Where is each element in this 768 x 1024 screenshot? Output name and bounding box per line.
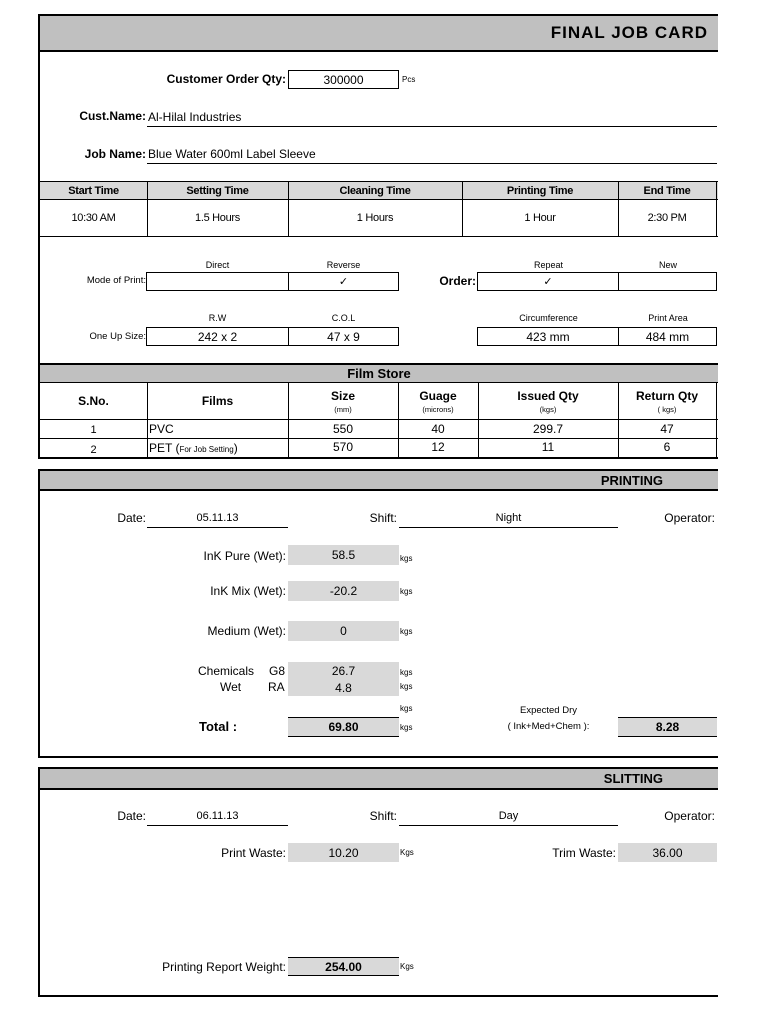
print-area-field[interactable] xyxy=(618,327,717,346)
start-time-value[interactable]: 10:30 AM xyxy=(71,212,116,224)
g8-field[interactable] xyxy=(288,662,399,679)
chemicals-label: Chemicals xyxy=(198,664,255,678)
ink-mix-value: -20.2 xyxy=(329,584,358,598)
cleaning-time-value[interactable]: 1 Hours xyxy=(356,212,394,224)
film-store-table xyxy=(40,383,718,459)
medium-label: Medium (Wet): xyxy=(207,624,286,638)
printing-time-value[interactable]: 1 Hour xyxy=(524,212,556,224)
job-card-header xyxy=(40,16,718,52)
new-label: New xyxy=(658,260,677,270)
circumference-field[interactable] xyxy=(477,327,619,346)
order-qty-value: 300000 xyxy=(323,72,364,87)
start-time-header: Start Time xyxy=(68,184,119,197)
col-label: C.O.L xyxy=(331,313,356,323)
ra-value: 4.8 xyxy=(335,680,352,695)
trim-waste-label: Trim Waste: xyxy=(552,846,616,860)
direct-label: Direct xyxy=(205,260,230,270)
setting-time-header: Setting Time xyxy=(186,184,249,197)
printing-title: PRINTING xyxy=(600,473,663,488)
table-row-1-guage[interactable]: 40 xyxy=(431,421,445,436)
order-label: Order: xyxy=(439,274,476,288)
new-checkbox[interactable] xyxy=(618,272,717,291)
table-row-1-sno: 1 xyxy=(90,423,97,436)
table-row-1-return[interactable]: 47 xyxy=(660,421,674,436)
total-label: Total : xyxy=(199,719,238,734)
table-row-2-film[interactable]: PET (For Job Setting) xyxy=(149,441,238,455)
expected-dry-label: Expected Dry xyxy=(519,705,578,716)
total-field[interactable] xyxy=(288,717,399,737)
direct-checkbox[interactable] xyxy=(146,272,289,291)
slitting-operator-label: Operator: xyxy=(664,809,715,823)
slitting-shift-label: Shift: xyxy=(369,809,397,823)
circumference-value: 423 mm xyxy=(526,329,570,344)
report-weight-label: Printing Report Weight: xyxy=(162,960,286,974)
print-waste-value: 10.20 xyxy=(328,845,359,860)
slitting-title: SLITTING xyxy=(603,771,663,786)
col-value: 47 x 9 xyxy=(327,329,360,344)
slitting-header xyxy=(40,769,718,790)
reverse-check-mark: ✓ xyxy=(338,276,349,288)
table-row-1-issued[interactable]: 299.7 xyxy=(532,421,564,436)
film-store-header xyxy=(40,363,718,383)
end-time-header: End Time xyxy=(643,184,691,197)
ink-mix-label: InK Mix (Wet): xyxy=(210,584,286,598)
total-value: 69.80 xyxy=(328,720,359,734)
slitting-shift-value[interactable]: Day xyxy=(498,810,519,822)
print-area-value: 484 mm xyxy=(645,329,690,344)
circumference-label: Circumference xyxy=(519,313,578,323)
table-row-2-issued[interactable]: 11 xyxy=(541,440,555,454)
expected-dry-value: 8.28 xyxy=(655,720,680,734)
film-note: For Job Setting xyxy=(179,445,234,454)
film-store-title: Film Store xyxy=(347,366,411,381)
job-name-underline xyxy=(147,163,717,164)
repeat-checkbox[interactable] xyxy=(477,272,619,291)
g8-value: 26.7 xyxy=(331,663,356,678)
printing-shift-value[interactable]: Night xyxy=(495,512,522,524)
ink-pure-value: 58.5 xyxy=(331,548,356,562)
mode-of-print-label: Mode of Print: xyxy=(86,275,146,286)
ink-pure-label: InK Pure (Wet): xyxy=(203,549,286,563)
rw-label: R.W xyxy=(208,313,227,323)
print-area-label: Print Area xyxy=(648,313,688,323)
medium-value: 0 xyxy=(340,624,347,638)
ra-label: RA xyxy=(268,680,285,694)
col-films-header: Films xyxy=(201,394,234,408)
table-row-2-return[interactable]: 6 xyxy=(663,440,671,454)
order-qty-unit: Pcs xyxy=(402,75,416,84)
job-name-label: Job Name: xyxy=(84,147,146,161)
table-row-1-film[interactable]: PVC xyxy=(149,422,174,436)
expected-dry-field[interactable] xyxy=(618,717,717,737)
printing-operator-label: Operator: xyxy=(664,511,715,525)
col-return-header: Return Qty ( kgs) xyxy=(635,388,698,414)
printing-header xyxy=(40,471,718,491)
reverse-label: Reverse xyxy=(326,260,361,270)
table-row-1-size[interactable]: 550 xyxy=(332,421,354,436)
repeat-check-mark: ✓ xyxy=(543,276,553,288)
ink-mix-field[interactable] xyxy=(288,581,399,601)
slitting-date-value[interactable]: 06.11.13 xyxy=(196,810,239,822)
report-weight-field[interactable] xyxy=(288,957,399,976)
times-table xyxy=(40,181,718,237)
col-size-header: Size (mm) xyxy=(330,388,355,414)
printing-shift-label: Shift: xyxy=(369,511,397,525)
rw-field[interactable] xyxy=(146,327,289,346)
col-sno-header: S.No. xyxy=(78,394,109,408)
trim-waste-value: 36.00 xyxy=(652,845,683,860)
col-issued-header: Issued Qty (kgs) xyxy=(517,388,579,414)
printing-date-value[interactable]: 05.11.13 xyxy=(196,512,239,524)
col-guage-header: Guage (microns) xyxy=(419,388,457,414)
job-name-value[interactable]: Blue Water 600ml Label Sleeve xyxy=(148,147,316,161)
end-time-value[interactable]: 2:30 PM xyxy=(647,212,687,224)
printing-date-label: Date: xyxy=(117,511,146,525)
reverse-checkbox[interactable] xyxy=(288,272,399,291)
order-qty-field[interactable] xyxy=(288,70,399,89)
report-weight-value: 254.00 xyxy=(325,959,362,974)
medium-field[interactable] xyxy=(288,621,399,641)
table-row-2-size[interactable]: 570 xyxy=(332,440,354,454)
col-field[interactable] xyxy=(288,327,399,346)
setting-time-value[interactable]: 1.5 Hours xyxy=(195,212,240,224)
trim-waste-field[interactable] xyxy=(618,843,717,862)
expected-dry-sub: ( Ink+Med+Chem ): xyxy=(507,721,590,732)
g8-label: G8 xyxy=(269,664,286,678)
print-waste-field[interactable] xyxy=(288,843,399,862)
printing-time-header: Printing Time xyxy=(506,184,574,197)
one-up-size-label: One Up Size: xyxy=(89,331,146,342)
chemicals-wet-label: Wet xyxy=(220,680,242,694)
rw-value: 242 x 2 xyxy=(197,329,238,344)
table-row-2-sno: 2 xyxy=(90,443,97,456)
ink-pure-field[interactable] xyxy=(288,545,399,565)
ra-field[interactable] xyxy=(288,679,399,696)
table-row-2-guage[interactable]: 12 xyxy=(431,440,445,454)
order-qty-label: Customer Order Qty: xyxy=(166,72,286,86)
customer-name-underline xyxy=(147,126,717,127)
page-title: FINAL JOB CARD xyxy=(550,23,708,42)
cleaning-time-header: Cleaning Time xyxy=(339,184,411,197)
repeat-label: Repeat xyxy=(533,260,564,270)
customer-name-value[interactable]: Al-Hilal Industries xyxy=(148,110,242,124)
slitting-date-label: Date: xyxy=(117,809,146,823)
print-waste-label: Print Waste: xyxy=(221,846,286,860)
customer-name-label: Cust.Name: xyxy=(79,109,146,123)
